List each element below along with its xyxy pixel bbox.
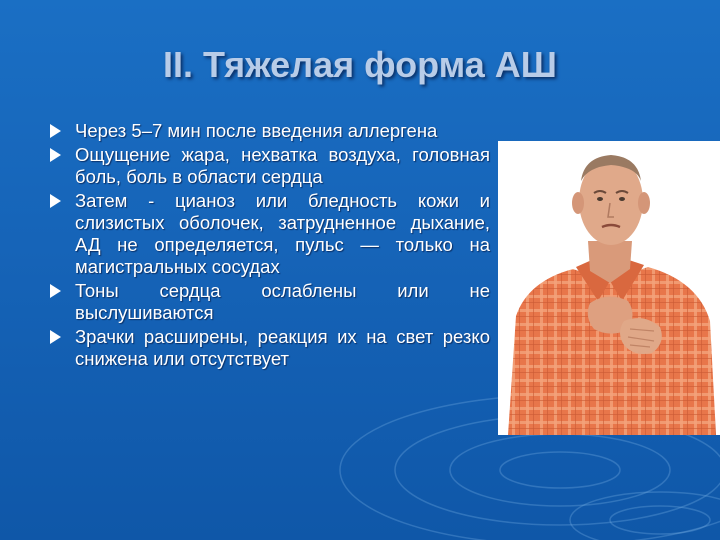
bullet-list — [50, 120, 490, 372]
bullet-text: Через 5–7 мин после введения аллергена — [75, 120, 438, 141]
man-chest-pain-photo — [498, 141, 720, 435]
bullet-item — [50, 144, 490, 188]
bullet-text: Тоны сердца ослаблены или не выслушиваются — [75, 280, 490, 323]
bullet-text: Ощущение жара, нехватка воздуха, головная боль, боль в области сердца — [75, 144, 490, 187]
arrow-right-icon — [50, 284, 61, 298]
slide-title: II. Тяжелая форма АШ — [163, 44, 557, 85]
bullet-item — [50, 120, 490, 142]
arrow-right-icon — [50, 148, 61, 162]
bullet-text: Зрачки расширены, реакция их на свет резко снижена или отсутствует — [75, 326, 490, 369]
arrow-right-icon — [50, 194, 61, 208]
bullet-text: Затем - цианоз или бледность кожи и слизистых оболочек, затрудненное дыхание, АД не определяется, пульс — только на магистральных сосудах — [75, 190, 490, 277]
arrow-right-icon — [50, 124, 61, 138]
arrow-right-icon — [50, 330, 61, 344]
bullet-item — [50, 190, 490, 278]
bullet-item — [50, 280, 490, 324]
bullet-item — [50, 326, 490, 370]
